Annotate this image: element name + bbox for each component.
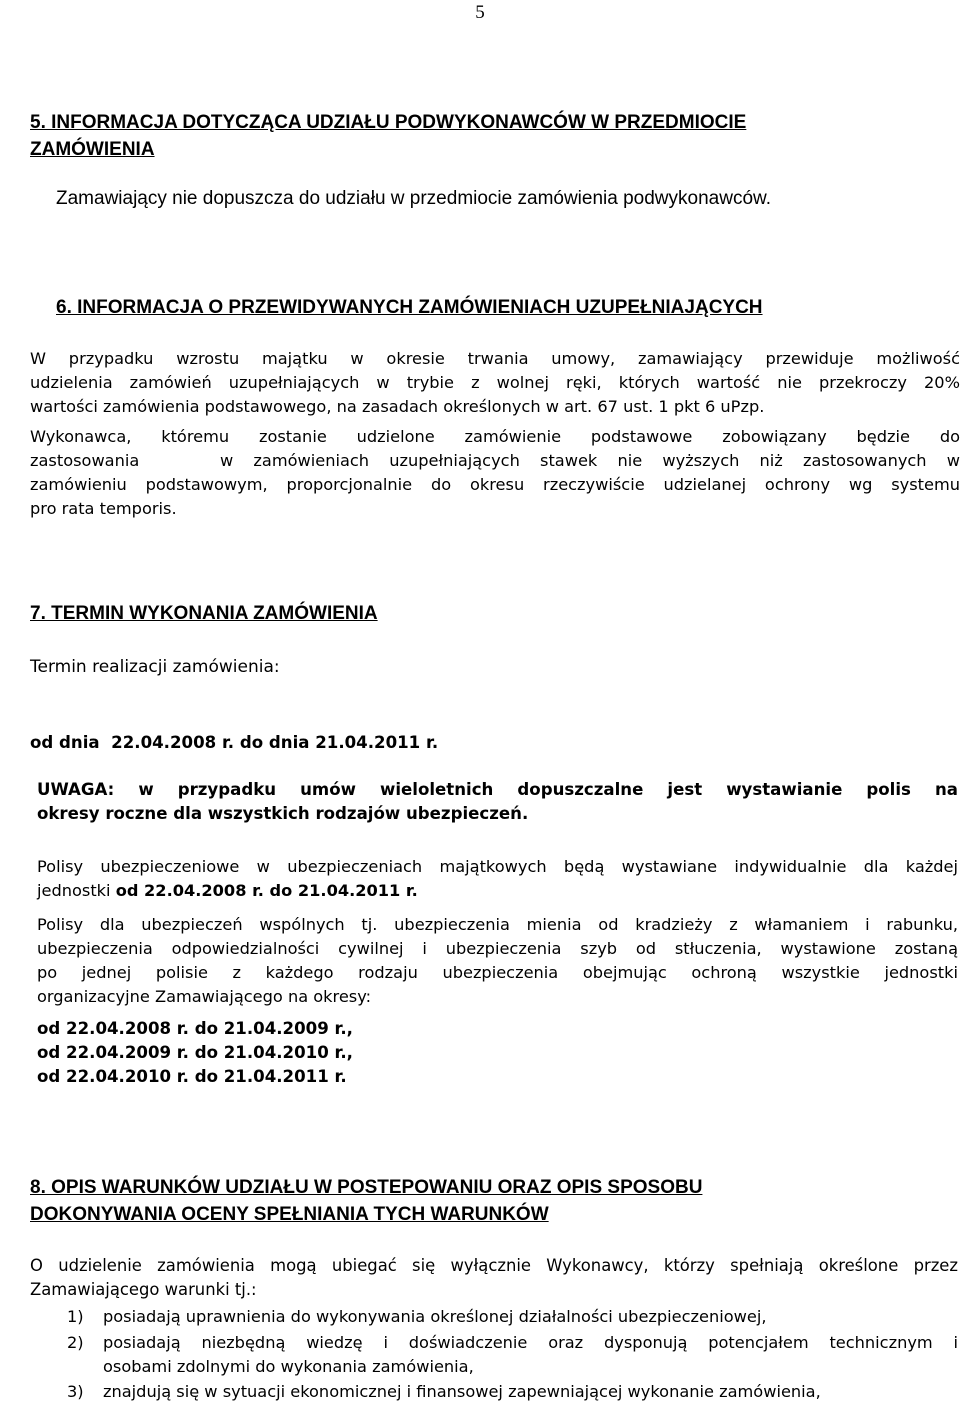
date-range-bold: od 22.04.2008 r. do 21.04.2011 r. [115,881,418,900]
paragraph-line: pro rata temporis. [30,499,177,518]
polisy-paragraph-1 [37,855,958,903]
list-item [67,1305,960,1329]
paragraph-line: zastosowania w zamówieniach uzupełniających stawek nie wyższych niż zastosowanych w [30,451,960,470]
list-item-number: 2) [67,1333,84,1352]
section-6-paragraph-1 [30,347,960,419]
uwaga-line: okresy roczne dla wszystkich rodzajów ubezpieczeń. [37,804,529,823]
section-8-heading [30,1174,702,1228]
list-item-number: 1) [67,1307,84,1326]
paragraph-line: organizacyjne Zamawiającego na okresy: [37,987,372,1006]
paragraph-line: po jednej polisie z każdego rodzaju ubezpieczenia obejmując ochroną wszystkie jednostki [37,963,958,982]
paragraph-line [37,879,958,903]
periods-list [37,1017,353,1089]
termin-label: Termin realizacji zamówienia: [30,657,280,677]
list-item [67,1331,960,1381]
section-5-heading [30,109,746,163]
uwaga-line: UWAGA: w przypadku umów wieloletnich dopuszczalne jest wystawianie polis na [37,780,958,799]
list-item-text [103,1331,958,1379]
section-6-heading: 6. INFORMACJA O PRZEWIDYWANYCH ZAMÓWIENIACH UZUPEŁNIAJĄCYCH [56,297,763,318]
list-item-number: 3) [67,1382,84,1401]
page-number: 5 [475,2,485,23]
text-span: jednostki [37,881,116,900]
termin-dates: od dnia 22.04.2008 r. do dnia 21.04.2011 r. [30,733,439,752]
section-7-heading: 7. TERMIN WYKONANIA ZAMÓWIENIA [30,603,378,624]
paragraph-line: ubezpieczenia odpowiedzialności cywilnej i ubezpieczenia szyb od stłuczenia, wystawione zostaną [37,939,958,958]
list-item-text: posiadają uprawnienia do wykonywania określonej działalności ubezpieczeniowej, [103,1307,767,1326]
list-item-line: osobami zdolnymi do wykonania zamówienia, [103,1357,474,1376]
section-8-heading-line1: 8. OPIS WARUNKÓW UDZIAŁU W POSTEPOWANIU ORAZ OPIS SPOSOBU [30,1177,703,1198]
period-item: od 22.04.2009 r. do 21.04.2010 r., [37,1043,353,1062]
list-item [67,1380,960,1404]
uwaga-note [37,778,958,826]
paragraph-line: wartości zamówienia podstawowego, na zasadach określonych w art. 67 ust. 1 pkt 6 uPzp. [30,397,765,416]
section-8-intro [30,1254,958,1302]
section-8-heading-line2: DOKONYWANIA OCENY SPEŁNIANIA TYCH WARUNKÓW [30,1204,549,1225]
list-item-line: posiadają niezbędną wiedzę i doświadczenie oraz dysponują potencjałem technicznym i [103,1333,958,1352]
paragraph-line: Polisy dla ubezpieczeń wspólnych tj. ubezpieczenia mienia od kradzieży z włamaniem i rabunku, [37,915,958,934]
paragraph-line: Zamawiającego warunki tj.: [30,1280,257,1299]
section-6-paragraph-2 [30,425,960,521]
period-item: od 22.04.2008 r. do 21.04.2009 r., [37,1019,353,1038]
list-item-text: znajdują się w sytuacji ekonomicznej i finansowej zapewniającej wykonanie zamówienia, [103,1382,821,1401]
paragraph-line: Wykonawca, któremu zostanie udzielone zamówienie podstawowe zobowiązany będzie do [30,427,960,446]
period-item: od 22.04.2010 r. do 21.04.2011 r. [37,1067,347,1086]
paragraph-line: udzielenia zamówień uzupełniających w trybie z wolnej ręki, których wartość nie przekroczy 20% [30,373,960,392]
paragraph-line: W przypadku wzrostu majątku w okresie trwania umowy, zamawiający przewiduje możliwość [30,349,960,368]
paragraph-line: O udzielenie zamówienia mogą ubiegać się wyłącznie Wykonawcy, którzy spełniają określone przez [30,1256,958,1275]
polisy-paragraph-2 [37,913,958,1009]
paragraph-line: Polisy ubezpieczeniowe w ubezpieczeniach majątkowych będą wystawiane indywidualnie dla każdej [37,857,958,876]
section-5-text: Zamawiający nie dopuszcza do udziału w przedmiocie zamówienia podwykonawców. [56,188,771,209]
section-5-heading-line1: 5. INFORMACJA DOTYCZĄCA UDZIAŁU PODWYKONAWCÓW W PRZEDMIOCIE [30,112,747,133]
paragraph-line: zamówieniu podstawowym, proporcjonalnie do okresu rzeczywiście udzielanej ochrony wg systemu [30,475,960,494]
section-5-heading-line2: ZAMÓWIENIA [30,139,155,160]
